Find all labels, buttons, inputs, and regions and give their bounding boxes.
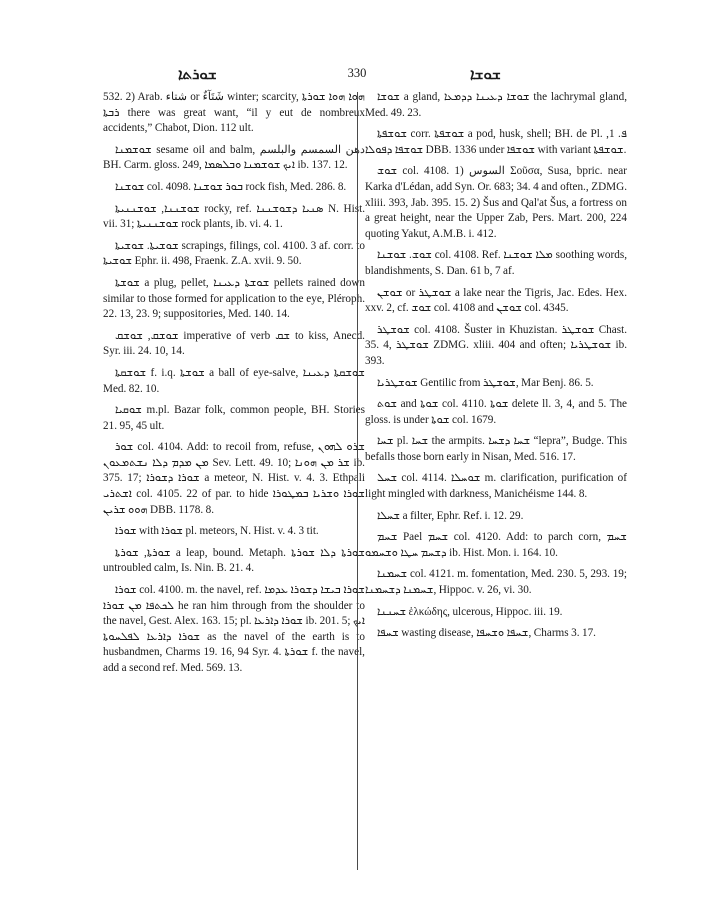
dictionary-entry: ܫܚܡܢܐ col. 4121. m. fomentation, Med. 230. 5, 293. 19; ܫܚܡܢܐ ܕܫܚܡܢܐ, Hippoc. v. 26, vi. 30. <box>365 568 627 597</box>
dictionary-entry: ܫܘܪܬܐ, ܫܘܪܬܐ a leap, bound. Metaph. ܫܘܪܬܐ ܕܠܐ ܫܘܪܬܐ untroubled calm, Is. Nin. B. 21. 4. <box>103 546 365 575</box>
left-column <box>103 90 365 683</box>
dictionary-entry: ܫܘܫܝܬܐ. ܫܘܫܝܬܐ scrapings, filings, col. 4100. 3 af. corr. to ܫܘܫܝܬܐ Ephr. ii. 498, Fraenk. Z.A. xvii. 9. 50. <box>103 239 365 268</box>
dictionary-entry: ܫܘܪܐ with ܫܘܪܐ pl. meteors, N. Hist. v. 4. 3 tit. <box>115 525 319 538</box>
dictionary-entry: ܫܘܫܩ, ܫܘܫܩ imperative of verb ܫܩ to kiss, Anecd. Syr. iii. 24. 10, 14. <box>103 329 365 358</box>
page-number: 330 <box>347 66 367 80</box>
dictionary-entry: ܫܚܐ pl. ܫܚܐ the armpits. ܫܚܐ ܕܫܚܐ “lepra”, Budge. This befalls those born early in Nisan, Med. 516. 17. <box>365 435 628 463</box>
dictionary-entry: ܫܘܫܢܐ col. 4098. ܒܘܪ ܫܘܫܢܐ rock fish, Med. 286. 8. <box>115 180 347 193</box>
dictionary-entry: ܫܘܫܐ a gland, ܫܘܫܐ ܕܥܝܢܐ ܕܕܡܥܐ the lachrymal gland, Med. 49. 23. <box>365 91 628 119</box>
column-divider <box>357 92 358 870</box>
dictionary-entry: ܫܘܩܝܐ m.pl. Bazar folk, common people, BH. Stories 21. 95, 45 ult. <box>103 404 365 432</box>
dictionary-entry: ܫܚܡ Pael ܫܚܡ col. 4120. Add: to parch corn, ܫܚܡ ܕܫܚܡ ܚܛܐ ܘܫܚܡܘ ib. Hist. Mon. i. 164. 10. <box>365 531 627 559</box>
dictionary-entry: ܫܚܢܢܐ ἑλκώδης, ulcerous, Hippoc. iii. 19. <box>377 605 563 618</box>
dictionary-entry: ܫܘܫܡܢܐ sesame oil and balm, دهن السمسم والبلسم BH. Carm. gloss. 249, ܐܝܟ ܫܘܫܡܢܐ ܘܒܠܣܡܐ ib. 137. 12. <box>103 143 366 172</box>
dictionary-entry: ܫܘܫܬܐ a plug, pellet, ܫܘܫܬܐ ܕܥܝܢܐ pellets rained down similar to those formed for application to the eye, Pléroph. 22. 13, 23. 9; suppositories, Med. 140. 14. <box>103 276 365 321</box>
dictionary-entry: ܫܘܪܐ col. 4100. m. the navel, ref. ܫܘܪܐ ܒܝܫܐ ܕܫܘܪܐ ܥܕܡܐ ܠܟܬܦܐ ܡܢ ܫܘܪܐ he ran him through from the shoulder to the navel, Gest. Alex. 163. 15; pl. ܫܘܪܐ ܕܐܪܥܐ ib. 201. 5; ܐܝܟ ܫܘܪܐ ܕܐܪܥܐ ܠܦܠܚܘܬܐ as the navel of the earth is to husbandmen, Charms 19. 16, 94 Syr. 4. ܫܘܪܬܐ f. the navel, add a second ref. Med. 569. 13. <box>103 584 366 674</box>
dictionary-entry: ܫܘܫܢܢܐ, ܫܘܫܢܢܝܬܐ rocky, ref. ܣܢܝܐ ܕܫܘܫܢܢܐ N. Hist. vii. 31; ܫܘܫܢܢܝܬܐ rock plants, ib. vi. 4. 1. <box>103 202 365 231</box>
dictionary-entry: ܫܘܫܢ or ܫܘܫܛܪ a lake near the Tigris, Jac. Edes. Hex. xxv. 2, cf. ܫܘܫ col. 4108 and ܫܘܫܢ col. 4345. <box>365 286 627 315</box>
dictionary-entry: ܫܘܫܛܪ col. 4108. Šuster in Khuzistan. ܫܘܫܛܪ Chast. 35. 4, ܫܘܫܛܪ ZDMG. xliii. 404 and often; ܫܘܫܛܪܝܐ ib. 393. <box>365 323 628 367</box>
dictionary-entry: ܫܚܠ col. 4114. ܫܘܚܠܐ m. clarification, purification of light mingled with darkness, Manichéisme 144. 8. <box>365 472 627 501</box>
dictionary-entry: ܫܘܫ col. 4108. 1) السوس Σοῦσα, Susa, bpric. near Karka d'Lédan, add Syn. Or. 683; 34. 4 and often., ZDMG. xliii. 393, Jab. 395. 15. 2) Šus and Qal'at Šus, a fortress on a great height, near the Upper Zab, Pers. Mart. 200, 224 quoting Yakut, A.M.B. i. 412. <box>365 165 627 240</box>
dictionary-entry: ܫܚܦܐ wasting disease, ܫܚܦܐ ܘܫܚܦܐ, Charms 3. 17. <box>377 627 596 640</box>
dictionary-entry: ܫܘܪ col. 4104. Add: to recoil from, refuse, ܫܪܘ ܠܗܘܢ ܡܢ ܡܕܡ ܕܠܐ ܢܫܬܡܥܘܢ Sev. Lett. 49. 10; ܫܪ ܡܢ ܗܘܢܐ ib. 375. 17; ܫܘܪܐ ܕܫܘܪܐ a meteor, N. Hist. v. 4. 3. Ethpali ܐܫܬܪܝ col. 4105. 22 of par. to hide ܫܘܪܐ ܘܫܪܝܐ ܒܡܛܘܪܐ ܗܘܘ ܫܪܝܢ DBB. 1178. 8. <box>103 441 365 516</box>
running-head-left: ܫܘܪܬܐ <box>178 67 217 83</box>
dictionary-entry: ܫܘܫ. ܫܘܫܢܐ col. 4108. Ref. ܡܠܐ ܫܘܫܢܐ soothing words, blandishments, S. Dan. 61 b, 7 af. <box>365 249 627 277</box>
dictionary-entry: ܫܚܠܐ a filter, Ephr. Ref. i. 12. 29. <box>377 509 524 522</box>
dictionary-entry: ܫܘܫܦܬܐ corr. ܫܘܫܦܬܐ a pod, husk, shell; BH. de Pl. ܦ. 1, ܫܘܫܦܐ ܕܦܘܠܐ DBB. 1336 under ܫܘܫܦܐ with variant ܫܘܫܦܬܐ. <box>365 128 627 156</box>
dictionary-entry: 532. 2) Arab. شتاء or شَتَآءٌ winter; scarcity, ܗܘܐ ܗܘܐ ܫܘܪܬܐ ܪܒܬܐ there was great want, “il y eut de nombreux accidents,” Chabot, Dion. 112 ult. <box>103 91 365 135</box>
right-column <box>365 90 627 648</box>
running-head-right: ܫܘܫܐ <box>470 67 501 83</box>
dictionary-entry: ܫܘܫܛܪܝܐ Gentilic from ܫܘܫܛܪ, Mar Benj. 86. 5. <box>377 376 594 389</box>
dictionary-entry: ܫܘܬ and ܫܘܬܐ col. 4110. ܫܘܬܐ delete ll. 3, 4, and 5. The gloss. is under ܫܘܬܐ col. 1679. <box>365 398 628 426</box>
dictionary-entry: ܫܘܫܩܬܐ f. i.q. ܫܘܫܬܐ a ball of eye-salve, ܫܘܫܩܬܐ ܕܥܝܢܐ Med. 82. 10. <box>103 366 365 395</box>
